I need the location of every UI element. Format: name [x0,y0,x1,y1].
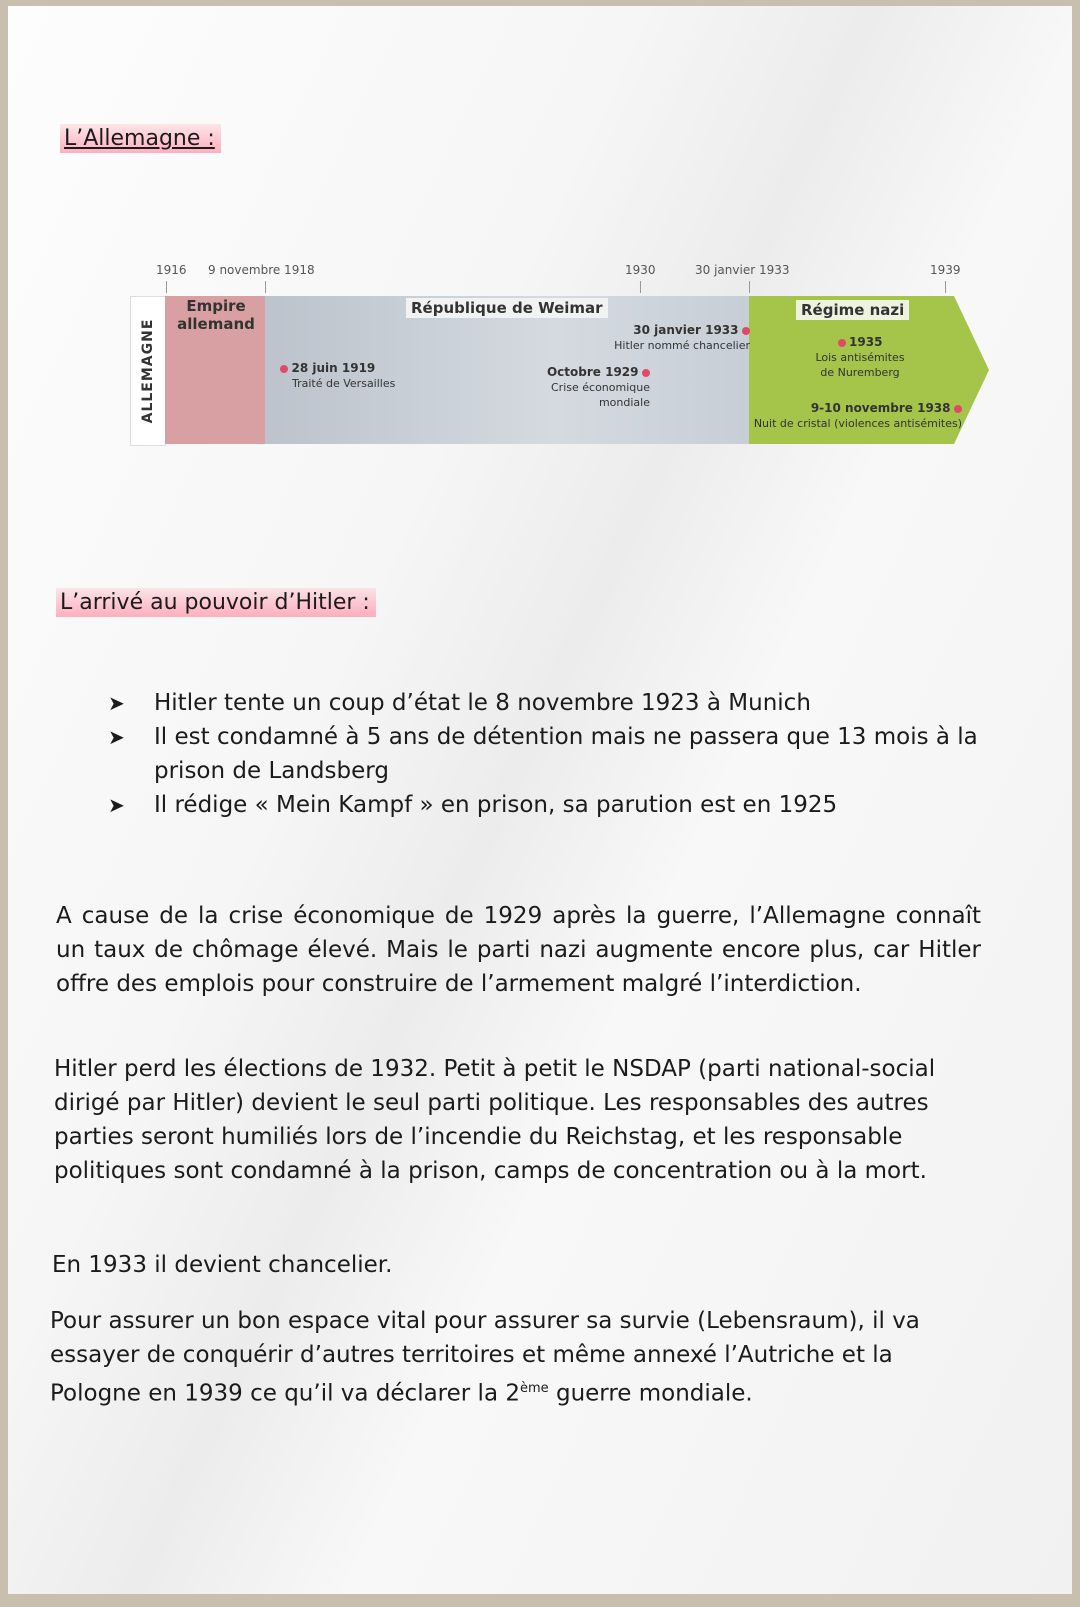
timeline-tick [749,281,750,293]
list-item: ➤ Hitler tente un coup d’état le 8 novembre 1923 à Munich [108,686,1008,720]
timeline-year-1916: 1916 [156,263,187,277]
arrowhead-icon: ➤ [108,725,125,749]
timeline-tick [265,281,266,293]
timeline-tick [166,281,167,293]
bullet-list [108,686,1008,822]
event-dot-icon [642,369,650,377]
timeline-side-label: ALLEMAGNE [130,296,166,446]
event-1933: 30 janvier 1933 Hitler nommé chancelier [614,323,750,352]
event-1919: 28 juin 1919 Traité de Versailles [280,361,410,391]
arrowhead-icon: ➤ [108,691,125,715]
event-dot-icon [838,339,846,347]
timeline-tick [640,281,641,293]
timeline-year-1930: 1930 [625,263,656,277]
heading-allemagne: L’Allemagne : [60,124,221,153]
timeline-year-1939: 1939 [930,263,961,277]
event-1929: Octobre 1929 Crise économique mondiale [546,365,650,409]
paragraph-elections: Hitler perd les élections de 1932. Petit à petit le NSDAP (parti national-social dirigé par Hitler) devient le seul parti politique. Les responsables des autres parties seront humiliés lors de l’incendie du Reichstag, et les responsable politiques sont condamné à la prison, camps de concentration ou à la mort. [54,1056,936,1184]
paragraph-chancellor: En 1933 il devient chancelier. [52,1252,393,1278]
paragraph-lebensraum: Pour assurer un bon espace vital pour assurer sa survie (Lebensraum), il va essayer de conquérir d’autres territoires et même annexé l’Autriche et la Pologne en 1939 ce qu’il va déclarer la 2ème guerre mondiale. [50,1308,920,1407]
event-1938: 9-10 novembre 1938 Nuit de cristal (violences antisémites) [753,401,962,430]
period-weimar-label: République de Weimar [406,299,608,317]
event-dot-icon [742,327,750,335]
heading-hitler: L’arrivé au pouvoir d’Hitler : [56,588,376,617]
event-dot-icon [954,405,962,413]
period-empire-label: Empire allemand [177,297,255,333]
document-page [8,6,1072,1594]
timeline-year-1918: 9 novembre 1918 [208,263,315,277]
timeline-year-1933: 30 janvier 1933 [695,263,790,277]
list-item: ➤ Il rédige « Mein Kampf » en prison, sa parution est en 1925 [108,788,1008,822]
timeline-germany [130,261,1020,461]
period-nazi-label: Régime nazi [796,301,909,319]
event-1935: 1935 Lois antisémites de Nuremberg [815,335,905,379]
event-dot-icon [280,365,288,373]
timeline-tick [945,281,946,293]
arrowhead-icon: ➤ [108,793,125,817]
paragraph-crisis: A cause de la crise économique de 1929 après la guerre, l’Allemagne connaît un taux de chômage élevé. Mais le parti nazi augmente encore plus, car Hitler offre des emplois pour construire de l’armement malgré l’interdiction. [56,903,981,997]
list-item: ➤ Il est condamné à 5 ans de détention mais ne passera que 13 mois à la prison de Landsberg [108,720,1008,788]
